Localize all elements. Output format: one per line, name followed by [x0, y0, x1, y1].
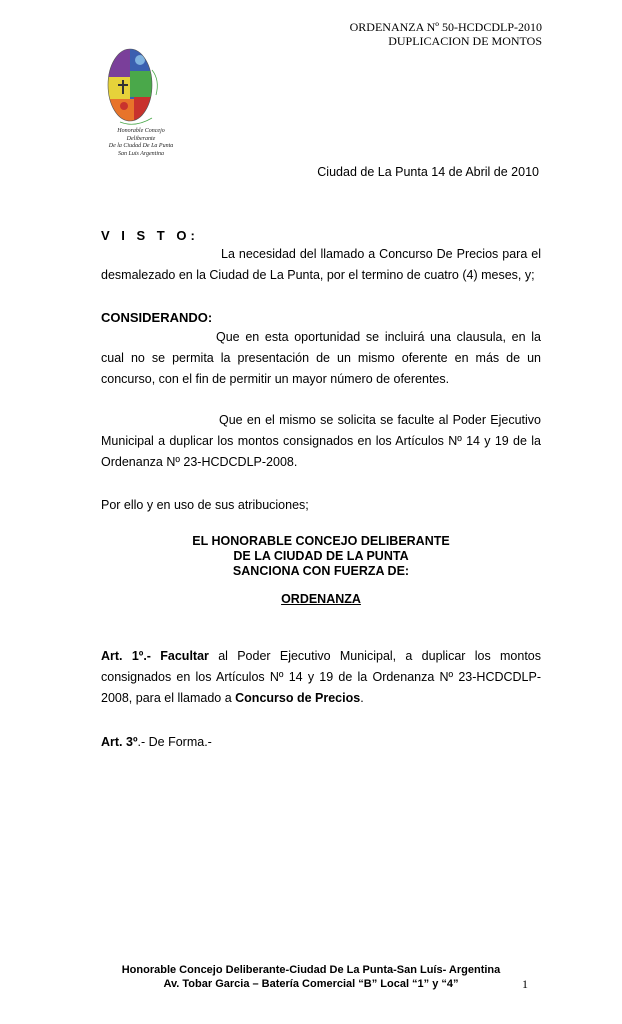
ordenanza-heading: ORDENANZA — [281, 592, 361, 606]
document-header — [350, 20, 542, 48]
considerando-paragraph-2: Que en el mismo se solicita se faculte al Poder Ejecutivo Municipal a duplicar los montos consignados en los Artículos Nº 14 y 19 de la Ordenanza Nº 23-HCDCDLP-2008. — [101, 413, 541, 469]
ordinance-subject: DUPLICACION DE MONTOS — [388, 34, 542, 48]
considerando-paragraph-1: Que en esta oportunidad se incluirá una clausula, en la cual no se permita la presentación de un mismo oferente en más de un concurso, con el fin de permitir un mayor número de oferentes. — [101, 330, 541, 386]
considerando-heading: CONSIDERANDO: — [101, 310, 213, 325]
article-3: Art. 3º.- De Forma.- — [101, 735, 212, 749]
document-footer: Honorable Concejo Deliberante-Ciudad De La Punta-San Luís- Argentina Av. Tobar Garcia – Batería Comercial “B” Local “1” y “4” — [121, 964, 501, 990]
article-1-verb: Facultar — [160, 649, 209, 663]
article-1-label: Art. 1º.- — [101, 649, 151, 663]
sanciona-block: EL HONORABLE CONCEJO DELIBERANTE DE LA CIUDAD DE LA PUNTA SANCIONA CON FUERZA DE: — [192, 534, 450, 578]
visto-heading: V I S T O: — [101, 228, 199, 243]
ordinance-number: ORDENANZA Nº 50-HCDCDLP-2010 — [349, 20, 542, 34]
document-date: Ciudad de La Punta 14 de Abril de 2010 — [317, 165, 539, 179]
visto-paragraph: La necesidad del llamado a Concurso De Precios para el desmalezado en la Ciudad de La Punta, por el termino de cuatro (4) meses, y; — [101, 247, 541, 282]
por-ello-text: Por ello y en uso de sus atribuciones; — [101, 498, 309, 512]
logo-caption: Honorable Concejo Deliberante De la Ciudad De La Punta San Luis Argentina — [108, 128, 174, 157]
page-number: 1 — [522, 977, 528, 991]
article-1: Art. 1º.- Facultar al Poder Ejecutivo Municipal, a duplicar los montos consignados en los Artículos Nº 14 y 19 de la Ordenanza Nº 23-HCDCDLP-2008, para el llamado a Concurso de Precios. — [101, 649, 541, 705]
